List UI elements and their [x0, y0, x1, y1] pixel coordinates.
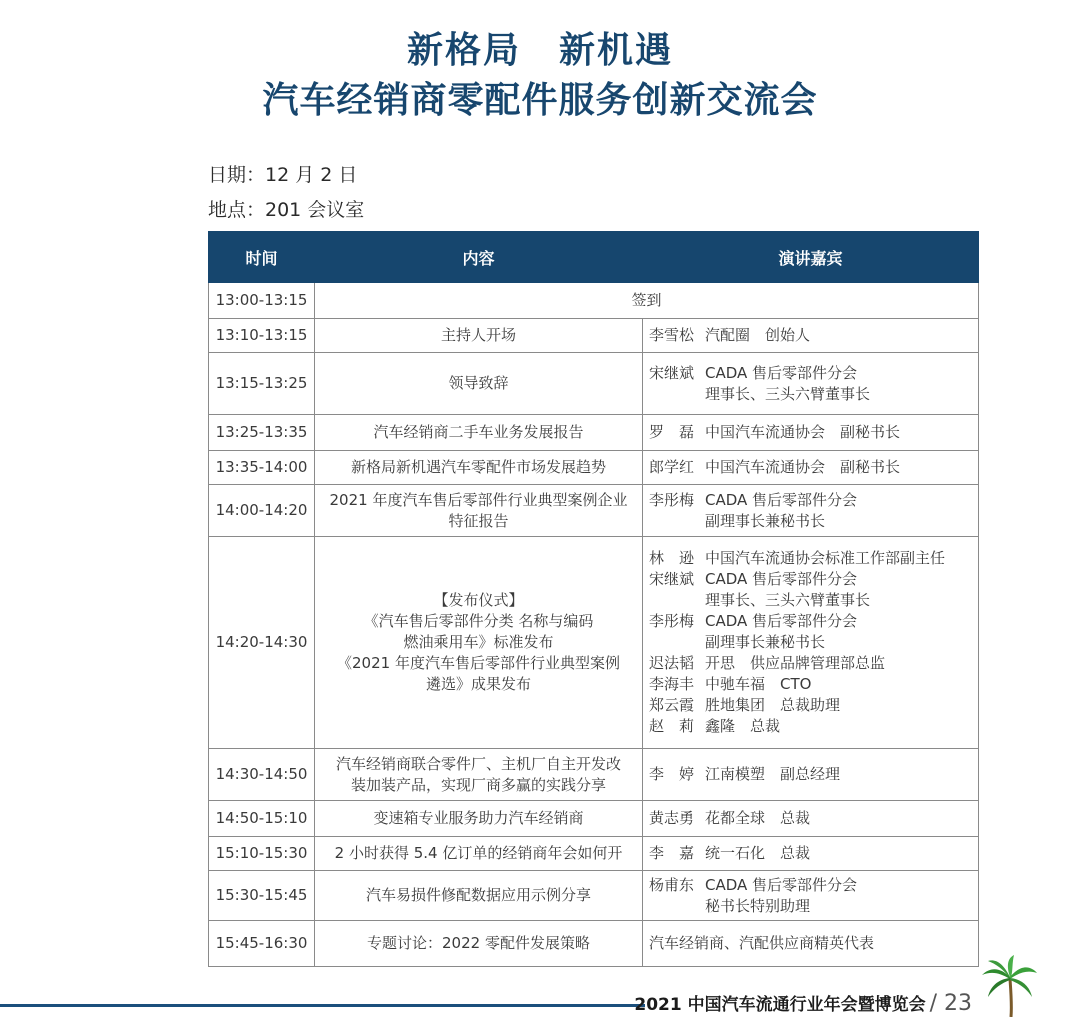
speaker-name: 李 嘉 [649, 844, 695, 862]
speaker-title-line: 开思 供应品牌管理部总监 [705, 654, 886, 672]
speaker-title [705, 674, 972, 695]
session-time: 13:10-13:15 [209, 319, 315, 353]
session-time: 13:00-13:15 [209, 283, 315, 319]
speaker-title-line: 秘书长特别助理 [705, 896, 811, 915]
agenda-row [209, 415, 979, 451]
session-content [315, 485, 643, 537]
session-time: 15:45-16:30 [209, 921, 315, 967]
speaker-title [705, 569, 972, 611]
session-content [315, 871, 643, 921]
session-time: 14:30-14:50 [209, 749, 315, 801]
content-line: 【发布仪式】 [433, 591, 524, 609]
agenda-row [209, 537, 979, 749]
session-content [315, 921, 643, 967]
speaker-name: 迟法韬 [649, 654, 695, 672]
content-line: 《2021 年度汽车售后零部件行业典型案例 [337, 654, 620, 672]
session-time: 13:15-13:25 [209, 353, 315, 415]
speaker-title [705, 716, 972, 737]
session-content [315, 319, 643, 353]
speaker-entry [649, 933, 972, 954]
speaker-title [705, 764, 972, 785]
event-date: 日期：12 月 2 日 [208, 164, 358, 186]
session-time: 13:25-13:35 [209, 415, 315, 451]
speaker-name: 罗 磊 [649, 423, 695, 441]
session-speakers [643, 871, 979, 921]
content-line: 汽车易损件修配数据应用示例分享 [365, 886, 591, 904]
speaker-title [705, 611, 972, 653]
session-speakers [643, 801, 979, 837]
speaker-title [705, 457, 972, 478]
content-line: 燃油乘用车》标准发布 [403, 633, 554, 651]
speaker-name: 郎学红 [649, 458, 695, 476]
agenda-row [209, 837, 979, 871]
speaker-entry [649, 490, 972, 532]
speaker-title-line: CADA 售后零部件分会 [705, 363, 858, 382]
agenda-row [209, 749, 979, 801]
agenda-row [209, 485, 979, 537]
speaker-title-line: 理事长、三头六臂董事长 [705, 384, 871, 403]
content-line: 特征报告 [448, 511, 509, 530]
content-line: 2 小时获得 5.4 亿订单的经销商年会如何开 [334, 844, 623, 862]
content-line: 遴选》成果发布 [425, 675, 531, 693]
speaker-name: 宋继斌 [649, 570, 695, 588]
session-content [315, 837, 643, 871]
event-place: 地点：201 会议室 [208, 199, 365, 221]
speaker-title-line: 中国汽车流通协会标准工作部副主任 [705, 549, 946, 567]
speaker-title [705, 875, 972, 917]
speaker-title-line: 汽车经销商、汽配供应商精英代表 [649, 934, 875, 952]
session-speakers [643, 749, 979, 801]
speaker-title [705, 843, 972, 864]
session-time: 13:35-14:00 [209, 451, 315, 485]
speaker-name: 林 逊 [649, 549, 695, 567]
speaker-name: 黄志勇 [649, 809, 695, 827]
session-content [315, 353, 643, 415]
speaker-title-line: CADA 售后零部件分会 [705, 875, 858, 894]
content-line: 2021 年度汽车售后零部件行业典型案例企业 [329, 490, 628, 509]
speaker-title-line: 副理事长兼秘书长 [705, 511, 826, 530]
speaker-entry [649, 422, 972, 443]
speaker-title-line: CADA 售后零部件分会 [705, 570, 858, 588]
speaker-title [705, 808, 972, 829]
session-speakers [643, 451, 979, 485]
agenda-row [209, 319, 979, 353]
agenda-table [208, 231, 979, 967]
speaker-title-line: 中国汽车流通协会 副秘书长 [705, 423, 901, 441]
speaker-name: 李海丰 [649, 675, 695, 693]
speaker-entry [649, 695, 972, 716]
header-speaker: 演讲嘉宾 [643, 232, 979, 283]
session-content [315, 451, 643, 485]
title-line-1: 新格局 新机遇 [406, 29, 673, 71]
content-line: 《汽车售后零部件分类 名称与编码 [363, 612, 594, 630]
content-line: 汽车经销商二手车业务发展报告 [373, 423, 584, 441]
speaker-title-line: 花都全球 总裁 [705, 809, 811, 827]
session-content [315, 283, 979, 319]
speaker-title [705, 653, 972, 674]
speaker-name: 李雪松 [649, 326, 695, 344]
session-time: 15:10-15:30 [209, 837, 315, 871]
speaker-title-line: 统一石化 总裁 [705, 844, 811, 862]
speaker-entry [649, 569, 972, 611]
speaker-title-line: 江南模塑 副总经理 [705, 765, 841, 783]
session-time: 14:50-15:10 [209, 801, 315, 837]
session-content [315, 537, 643, 749]
speaker-name: 郑云霞 [649, 696, 695, 714]
speaker-title [705, 325, 972, 346]
speaker-title-line: CADA 售后零部件分会 [705, 612, 858, 630]
speaker-title-line: 理事长、三头六臂董事长 [705, 591, 871, 609]
speaker-title-line: 汽配圈 创始人 [705, 326, 811, 344]
agenda-row [209, 353, 979, 415]
session-speakers [643, 415, 979, 451]
speaker-title [705, 363, 972, 405]
speaker-title [705, 695, 972, 716]
content-line: 专题讨论：2022 零配件发展策略 [367, 934, 590, 952]
session-speakers [643, 353, 979, 415]
speaker-entry [649, 457, 972, 478]
speaker-entry [649, 716, 972, 737]
session-content [315, 801, 643, 837]
header-content: 内容 [315, 232, 643, 283]
agenda-header-row [209, 232, 979, 283]
footer-event-name: 2021 中国汽车流通行业年会暨博览会 [634, 995, 926, 1015]
session-content [315, 415, 643, 451]
speaker-title [705, 422, 972, 443]
speaker-entry [649, 875, 972, 917]
speaker-title-line: 中国汽车流通协会 副秘书长 [705, 458, 901, 476]
speaker-title [649, 933, 972, 954]
speaker-entry [649, 548, 972, 569]
speaker-title-line: 中驰车福 CTO [705, 675, 812, 693]
speaker-title [705, 548, 972, 569]
speaker-name: 李彤梅 [649, 490, 695, 509]
content-line: 新格局新机遇汽车零配件市场发展趋势 [350, 458, 606, 476]
session-speakers [643, 837, 979, 871]
speaker-name: 宋继斌 [649, 363, 695, 382]
agenda-row [209, 801, 979, 837]
speaker-entry [649, 764, 972, 785]
palm-tree-icon [980, 955, 1038, 1017]
header-time: 时间 [209, 232, 315, 283]
agenda-row [209, 871, 979, 921]
speaker-title-line: 鑫隆 总裁 [705, 717, 781, 735]
session-time: 14:00-14:20 [209, 485, 315, 537]
content-line: 领导致辞 [448, 374, 509, 392]
session-content [315, 749, 643, 801]
footer-caption [634, 990, 972, 1016]
speaker-title-line: CADA 售后零部件分会 [705, 490, 858, 509]
agenda-row [209, 921, 979, 967]
speaker-entry [649, 843, 972, 864]
session-speakers [643, 485, 979, 537]
speaker-title [705, 490, 972, 532]
speaker-name: 赵 莉 [649, 717, 695, 735]
speaker-entry [649, 325, 972, 346]
session-time: 14:20-14:30 [209, 537, 315, 749]
session-speakers [643, 921, 979, 967]
speaker-entry [649, 363, 972, 405]
content-line: 签到 [631, 291, 662, 309]
page-number: / 23 [929, 991, 972, 1016]
speaker-entry [649, 611, 972, 653]
footer-rule [0, 1004, 645, 1007]
speaker-title-line: 副理事长兼秘书长 [705, 633, 826, 651]
speaker-name: 李 婷 [649, 765, 695, 783]
session-speakers [643, 537, 979, 749]
session-time: 15:30-15:45 [209, 871, 315, 921]
speaker-title-line: 胜地集团 总裁助理 [705, 696, 841, 714]
content-line: 变速箱专业服务助力汽车经销商 [373, 809, 584, 827]
content-line: 装加装产品，实现厂商多赢的实践分享 [350, 775, 606, 794]
speaker-name: 杨甫东 [649, 875, 695, 894]
title-line-2: 汽车经销商零配件服务创新交流会 [262, 79, 818, 121]
agenda-row [209, 283, 979, 319]
content-line: 汽车经销商联合零件厂、主机厂自主开发改 [335, 754, 621, 773]
speaker-entry [649, 653, 972, 674]
speaker-entry [649, 674, 972, 695]
speaker-name: 李彤梅 [649, 612, 695, 630]
agenda-row [209, 451, 979, 485]
content-line: 主持人开场 [440, 326, 516, 344]
session-speakers [643, 319, 979, 353]
speaker-entry [649, 808, 972, 829]
